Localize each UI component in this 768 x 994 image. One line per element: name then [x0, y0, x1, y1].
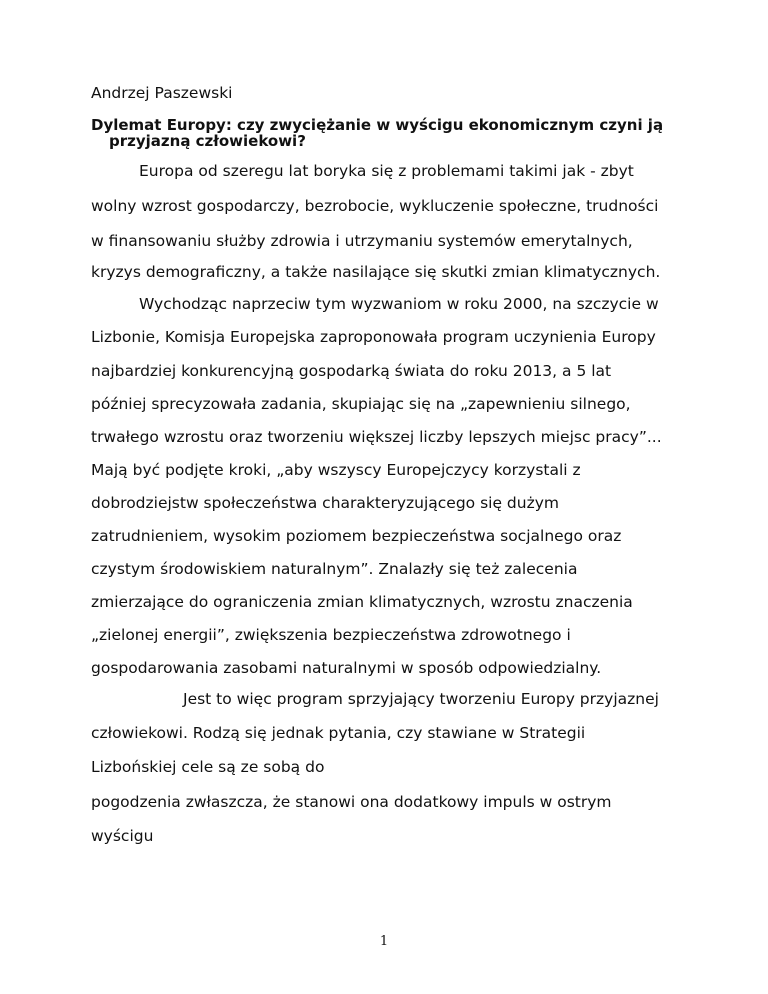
body-line: czystym środowiskiem naturalnym”. Znalazły się też zalecenia — [91, 560, 578, 578]
body-line: Mają być podjęte kroki, „aby wszyscy Europejczycy korzystali z — [91, 461, 581, 479]
body-line: trwałego wzrostu oraz tworzeniu większej liczby lepszych miejsc pracy”... — [91, 428, 662, 446]
body-line: kryzys demograficzny, a także nasilające się skutki zmian klimatycznych. — [91, 263, 661, 281]
body-line: Wychodząc naprzeciw tym wyzwaniom w roku 2000, na szczycie w — [139, 295, 659, 313]
body-line: w finansowaniu służby zdrowia i utrzymaniu systemów emerytalnych, — [91, 232, 633, 250]
document-title-line-1: Dylemat Europy: czy zwyciężanie w wyścigu ekonomicznym czyni ją — [91, 116, 664, 134]
author-name: Andrzej Paszewski — [91, 84, 233, 102]
document-title-line-2: przyjazną człowiekowi? — [109, 132, 306, 150]
body-line: zmierzające do ograniczenia zmian klimatycznych, wzrostu znaczenia — [91, 593, 633, 611]
body-line: Lizbonie, Komisja Europejska zaproponowała program uczynienia Europy — [91, 328, 656, 346]
body-line: wolny wzrost gospodarczy, bezrobocie, wykluczenie społeczne, trudności — [91, 197, 659, 215]
body-line: Europa od szeregu lat boryka się z problemami takimi jak - zbyt — [139, 162, 634, 180]
body-line: Jest to więc program sprzyjający tworzeniu Europy przyjaznej — [183, 690, 659, 708]
body-line: dobrodziejstw społeczeństwa charakteryzującego się dużym — [91, 494, 560, 512]
page-number: 1 — [379, 934, 389, 949]
body-line: najbardziej konkurencyjną gospodarką świata do roku 2013, a 5 lat — [91, 362, 612, 380]
body-line: wyścigu — [91, 827, 154, 845]
body-line: „zielonej energii”, zwiększenia bezpieczeństwa zdrowotnego i — [91, 626, 571, 644]
body-line: zatrudnieniem, wysokim poziomem bezpieczeństwa socjalnego oraz — [91, 527, 622, 545]
body-line: człowiekowi. Rodzą się jednak pytania, czy stawiane w Strategii — [91, 724, 586, 742]
body-line: gospodarowania zasobami naturalnymi w sposób odpowiedzialny. — [91, 659, 602, 677]
body-line: później sprecyzowała zadania, skupiając się na „zapewnieniu silnego, — [91, 395, 631, 413]
body-line: pogodzenia zwłaszcza, że stanowi ona dodatkowy impuls w ostrym — [91, 793, 612, 811]
body-line: Lizbońskiej cele są ze sobą do — [91, 758, 325, 776]
